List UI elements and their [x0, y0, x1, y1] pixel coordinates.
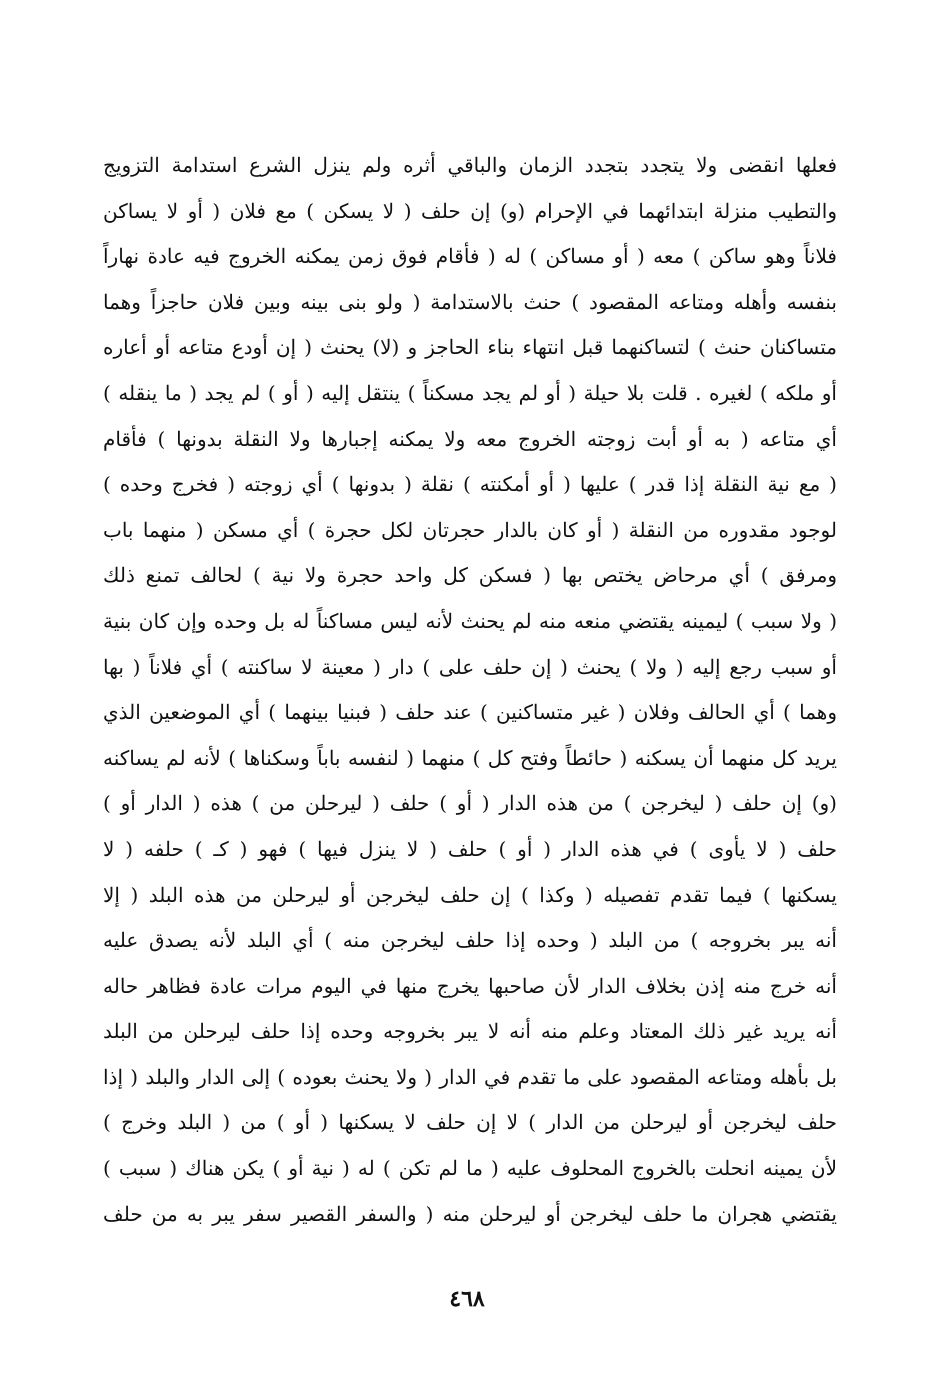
text-line: لوجود مقدوره من النقلة ( أو كان بالدار حجرتان لكل حجرة ) أي مسكن ( منهما باب — [103, 517, 837, 542]
text-line: والتطيب منزلة ابتدائهما في الإحرام (و) إن حلف ( لا يسكن ) مع فلان ( أو لا يساكن — [103, 198, 837, 223]
text-line: ( مع نية النقلة إذا قدر ) عليها ( أو أمكنته ) نقلة ( بدونها ) أي زوجته ( فخرج وحده ) — [103, 472, 837, 497]
text-line: فعلها انقضى ولا يتجدد بتجدد الزمان والباقي أثره ولم ينزل الشرع استدامة التزويج — [103, 153, 837, 177]
text-line: أو ملكه ) لغيره . قلت بلا حيلة ( أو لم يجد مسكناً ) ينتقل إليه ( أو ) لم يجد ( ما ينقله ) — [103, 380, 837, 405]
body-text — [103, 143, 837, 1237]
text-line: أنه يبر بخروجه ) من البلد ( وحده إذا حلف ليخرجن منه ) أي البلد لأنه يصدق عليه — [103, 928, 837, 953]
text-line: يريد كل منهما أن يسكنه ( حائطاً وفتح كل ) منهما ( لنفسه باباً وسكناها ) لأنه لم يساكنه — [103, 745, 837, 770]
text-line: ومرفق ) أي مرحاض يختص بها ( فسكن كل واحد حجرة ولا نية ) لحالف تمنع ذلك — [103, 563, 837, 588]
text-line: فلاناً وهو ساكن ) معه ( أو مساكن ) له ( فأقام فوق زمن يمكنه الخروج فيه عادة نهاراً — [103, 244, 837, 269]
text-line: يسكنها ) فيما تقدم تفصيله ( وكذا ) إن حلف ليخرجن أو ليرحلن من هذه البلد ( إلا — [103, 882, 837, 907]
text-line: أنه خرج منه إذن بخلاف الدار لأن صاحبها يخرج منها في اليوم مرات عادة فظاهر حاله — [103, 973, 837, 998]
text-line: (و) إن حلف ( ليخرجن ) من هذه الدار ( أو ) حلف ( ليرحلن من ) هذه ( الدار أو ) — [103, 791, 837, 816]
text-line: بنفسه وأهله ومتاعه المقصود ) حنث بالاستدامة ( ولو بنى بينه وبين فلان حاجزاً وهما — [103, 289, 837, 314]
text-line: متساكنان حنث ) لتساكنهما قبل انتهاء بناء الحاجز و (لا) يحنث ( إن أودع متاعه أو أعاره — [103, 335, 837, 360]
text-line: بل بأهله ومتاعه المقصود على ما تقدم في الدار ( ولا يحنث بعوده ) إلى الدار والبلد ( إذا — [103, 1064, 837, 1089]
text-line: وهما ) أي الحالف وفلان ( غير متساكنين ) عند حلف ( فبنيا بينهما ) أي الموضعين الذي — [103, 700, 837, 725]
page-number: ٤٦٨ — [449, 1286, 485, 1312]
text-line: يقتضي هجران ما حلف ليخرجن أو ليرحلن منه ( والسفر القصير سفر يبر به من حلف — [103, 1201, 837, 1226]
text-line: حلف ( لا يأوى ) في هذه الدار ( أو ) حلف ( لا ينزل فيها ) فهو ( كـ ) حلفه ( لا — [103, 836, 837, 861]
text-line: ( ولا سبب ) ليمينه يقتضي منعه منه لم يحنث لأنه ليس مساكناً له بل وحده وإن كان بنية — [103, 608, 837, 633]
text-line: حلف ليخرجن أو ليرحلن من الدار ) لا إن حلف لا يسكنها ( أو ) من ( البلد وخرج ) — [103, 1110, 837, 1135]
text-line: أو سبب رجع إليه ( ولا ) يحنث ( إن حلف على ) دار ( معينة لا ساكنته ) أي فلاناً ( بها — [103, 654, 837, 679]
text-line: أي متاعه ( به أو أبت زوجته الخروج معه ولا يمكنه إجبارها ولا النقلة بدونها ) فأقام — [103, 426, 837, 451]
text-line: أنه يريد غير ذلك المعتاد وعلم منه أنه لا يبر بخروجه وحده إذا حلف ليرحلن من البلد — [103, 1019, 837, 1044]
text-line: لأن يمينه انحلت بالخروج المحلوف عليه ( ما لم تكن ) له ( نية أو ) يكن هناك ( سبب ) — [103, 1156, 837, 1181]
